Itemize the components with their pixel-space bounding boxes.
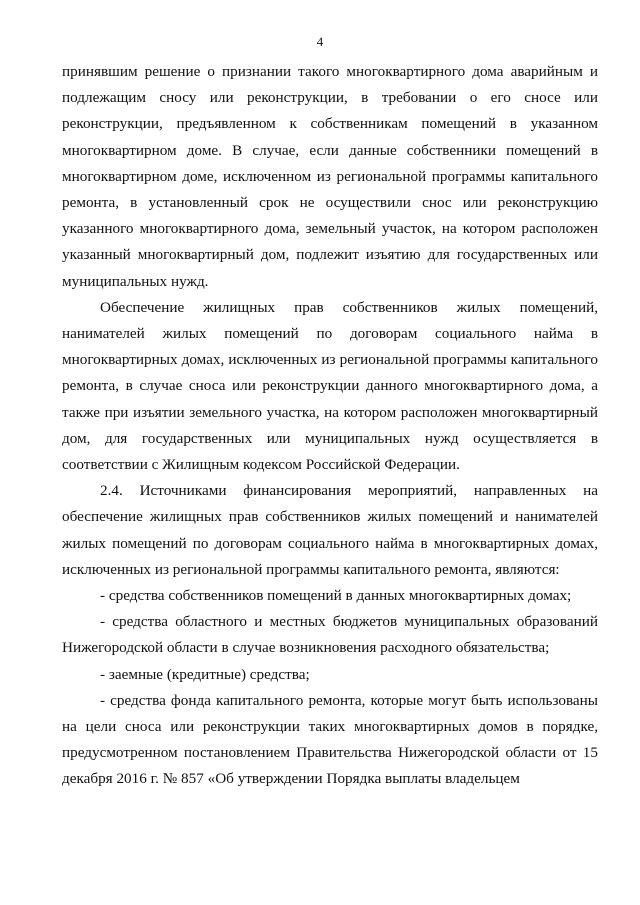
page-number: 4 (316, 34, 324, 49)
paragraph-funding-sources: 2.4. Источниками финансирования мероприятий, направленных на обеспечение жилищных прав собственников жилых помещений и нанимателей жилых помещений по договорам социального найма в многоквартирных домах, исключенных из региональной программы капитального ремонта, являются: (62, 482, 598, 578)
list-item-credit-funds: - заемные (кредитные) средства; (100, 665, 310, 683)
list-item-budget-funds: - средства областного и местных бюджетов муниципальных образований Нижегородской области в случае возникновения расходного обязательства; (62, 613, 598, 657)
list-item-capital-repair-fund: - средства фонда капитального ремонта, которые могут быть использованы на цели сноса или реконструкции таких многоквартирных домов в порядке, предусмотренном постановлением Правительства Нижегородской области от 15 декабря 2016 г. № 857 «Об утверждении Порядка выплаты владельцем (62, 691, 598, 788)
paragraph-continuation: принявшим решение о признании такого многоквартирного дома аварийным и подлежащим сносу или реконструкции, в требовании о его сносе или реконструкции, предъявленном к собственникам помещений в указанном многоквартирном доме. В случае, если данные собственники помещений в многоквартирном доме, исключенном из региональной программы капитального ремонта, в установленный срок не осуществили снос или реконструкцию указанного многоквартирного дома, земельный участок, на котором расположен указанный многоквартирный дом, подлежит изъятию для государственных или муниципальных нужд. (62, 63, 598, 290)
list-item-owner-funds: - средства собственников помещений в данных многоквартирных домах; (100, 587, 572, 605)
document-body (62, 59, 598, 793)
paragraph-housing-rights: Обеспечение жилищных прав собственников жилых помещений, нанимателей жилых помещений по договорам социального найма в многоквартирных домах, исключенных из региональной программы капитального ремонта, в случае сноса или реконструкции данного многоквартирного дома, а также при изъятии земельного участка, на котором расположен многоквартирный дом, для государственных или муниципальных нужд осуществляется в соответствии с Жилищным кодексом Российской Федерации. (62, 298, 598, 474)
